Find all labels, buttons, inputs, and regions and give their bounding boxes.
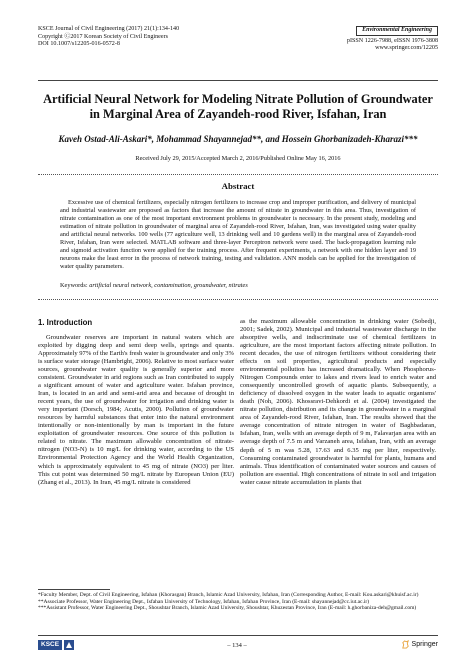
author-list: Kaveh Ostad-Ali-Askari*, Mohammad Shayannejad**, and Hossein Ghorbanizadeh-Kharazi*** [58,134,418,144]
author-footnotes [38,592,438,612]
left-column-text: Groundwater reserves are important in natural waters which are exploited by digging deep and semi deep wells, springs and quants. Approximately 97% of the Earth's fresh water is groundwater and only 3% is surface water storage (Hambright, 2006). Relative to most surface water sources, groundwater water quality is generally superior and more consistent. Groundwater in arid regions such as Iran contributed to supply a significant amount of water and agriculture water. Isfahan province, Iran, is located in an arid and semi-arid area and because of drought in recent years, the use of groundwater for irrigation and drinking water is very important (Dorsch, 1984; Acutis, 2000). Pollution of groundwater resources by harmful substances that enter into the natural environment intentionally or non-intentionally by man is important in the future exploitation of groundwater resources. One source of this pollution is related to nitrate. The maximum allowable concentration of nitrate-nitrogen (NO3-N) is 10 mg/L for drinking water, according to the US Environmental Protection Agency and the World Health Organization, which is approximately equivalent to 45 mg of nitrate (NO3) per liter. This cut point was determined 50 mg/L nitrate by European Union (EU) (Zhang et al., 2013). In Iran, 45 mg/L nitrate is considered [38,334,234,486]
footnote-author-2: **Associate Professor, Water Engineering Dept., Isfahan University of Technology, Isfahan, Isfahan Province, Iran (E-mail: shayannejad@cc.iut.ac.ir) [38,598,370,605]
footnote-author-1: *Faculty Member, Dept. of Civil Engineering, Isfahan (Khorasgan) Branch, Islamic Azad University, Isfahan, Iran (Corresponding Author, E-mail: Kou.askari@khuisf.ac.ir) [38,592,419,598]
publisher-name: Springer [411,641,438,648]
abstract-bottom-divider [38,299,438,300]
footnote-rule [38,589,110,590]
abstract-heading: Abstract [221,181,255,191]
footnote-author-3: ***Assistant Professor, Water Engineering Dept., Shoushtar Branch, Islamic Azad University, Shoushtar, Khuzestan Province, Iran (E-mail: h.ghorbaniza-deh@gmail.com) [38,605,417,612]
springer-logo [401,640,438,649]
ksce-logo-text: KSCE [38,640,62,650]
issn-info [347,26,438,53]
journal-url[interactable]: www.springer.com/12205 [375,45,438,52]
section-heading: 1. Introduction [38,318,93,327]
keywords-values: artificial neural network, contamination, groundwater, nitrates [89,282,248,289]
header-rule [38,80,438,81]
abstract-top-divider [38,174,438,175]
doi-line: DOI 10.1007/s12205-016-0572-8 [38,41,120,48]
keywords [60,282,416,290]
received-dates: Received July 29, 2015/Accepted March 2, 2016/Published Online May 16, 2016 [135,155,341,162]
journal-info [38,26,179,49]
springer-horse-icon [401,640,410,649]
journal-citation: KSCE Journal of Civil Engineering (2017) 21(1):134-140 [38,26,180,32]
paper-title: Artificial Neural Network for Modeling Nitrate Pollution of Groundwater in Marginal Area of Zayandeh-rood River, Isfahan, Iran [43,92,433,121]
journal-section-box: Environmental Engineering [356,26,438,36]
keywords-label: Keywords: [60,282,88,289]
footer-rule [38,635,438,636]
right-column-text: as the maximum allowable concentration in drinking water (Sobedji, 2001; Sadek, 2002). Municipal and industrial wastewater discharge in the absorptive wells, and indiscriminate use of chemical fertilizers in agriculture, are the most important factors affecting nitrate pollution. In recent decades, the use of nitrogen fertilizers without considering their effects on soil properties, agricultural products and especially environmental pollution has increased dramatically. When Phosphorus-Nitrogen Compounds enter to lakes and rivers lead to enrich water and consequently uncontrolled growth of aquatic plants. Subsequently, a deficiency of dissolved oxygen in the water leads to aquatic organisms' death (Noh, 2006). Khossravi-Dehkordi et al. (2004) investigated the nitrate pollution, distribution and its change in groundwater in a marginal area of Zayandeh-rood River, Isfahan, Iran. The results showed that the average concentration of nitrate nitrogen in water of Baghbadaran, Isfahan, Iran, wells with an average depth of 9 m, Falavarjan area with an average depth of 7.5 m and Varzaneh area, Isfahan, Iran, with an average depth of 5 m was 5.28, 17.63 and 6.35 mg per liter, respectively. Consuming contaminated groundwater is harmful for plants, humans and animals. Thus identification of contaminated water sources and causes of pollution are essential. High concentrations of nitrate in soil and irrigation water cause nitrate accumulation in plants that [240,318,436,486]
copyright-line: Copyright Ⓒ2017 Korean Society of Civil Engineers [38,33,168,40]
issn-line: pISSN 1226-7988, eISSN 1976-3808 [346,37,438,44]
abstract-text: Excessive use of chemical fertilizers, especially nitrogen fertilizers to increase crop and improper purification, and delivery of municipal and industrial wastewater are proposed as factors that increase the amount of nitrate in groundwater in this area. Thus, investigation of nitrate contamination as one of the most important environment problems in groundwater is necessary. In the present study, modeling and estimation of nitrate pollution in groundwater of marginal area of Zayandeh-rood River, Isfahan, Iran, was investigated using water quality and artificial neural networks. 100 wells (77 agriculture well, 13 drinking well and 10 gardens well) in the marginal area of Zayandeh-rood River, Isfahan, Iran were selected. MATLAB software and three-layer Perceptron network were used. The back-propagation learning rule and sigmoid activation function were applied for the training process. After frequent experiments, a network with one hidden layer and 19 neurons make the least error in the process of network training, testing and validation. ANN models can be applied for the investigation of water quality parameters. [60,199,416,271]
page-number: – 134 – [227,642,247,649]
